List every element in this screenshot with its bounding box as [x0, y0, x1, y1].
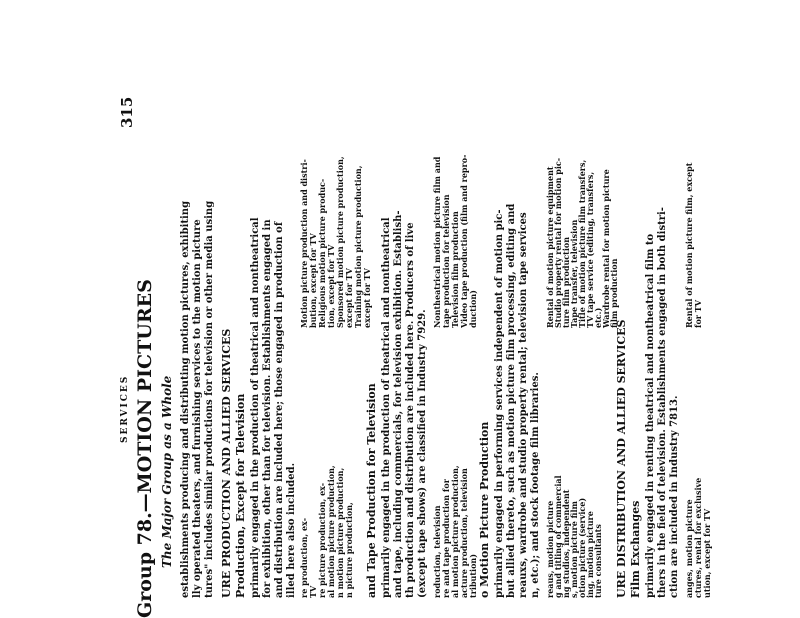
- section-4: [615, 108, 715, 598]
- section-1-list-right-4: tion, except for TV: [326, 244, 336, 328]
- section-4-list-right-1: Rental of motion picture film, except: [684, 162, 694, 328]
- section-1-line-3: and distribution are included here; those engaged in production of: [274, 221, 285, 598]
- section-2-list-right-3: Television film production: [450, 211, 460, 328]
- section-2-list-right-2: tape production for television: [441, 194, 451, 328]
- section-1-line-2: for exhibition, other than for television. Establishments engaged in: [262, 219, 273, 598]
- section-3-list-right-7: etc.): [593, 307, 603, 328]
- intro-line-3: tures" includes similar productions for television or other media using: [204, 200, 215, 598]
- running-head: SERVICES: [120, 374, 130, 443]
- section-4-line-2: thers in the field of television. Establishments engaged in both distri-: [657, 207, 668, 598]
- section-1-heading: URE PRODUCTION AND ALLIED SERVICES: [220, 328, 233, 598]
- section-1-line-1: primarily engaged in the production of theatrical and nontheatrical: [250, 217, 261, 598]
- section-4-line-1: primarily engaged in renting theatrical and nontheatrical film to: [645, 233, 656, 598]
- section-3-subheading: o Motion Picture Production: [478, 421, 491, 598]
- section-3-line-2: but allied thereto, such as motion picture film processing, editing and: [506, 203, 517, 598]
- section-3-list-right-2: Studio property rental for motion pic-: [553, 157, 563, 328]
- section-1-list-left-6: n picture production,: [344, 502, 354, 598]
- group-title: Group 78.—MOTION PICTURES: [134, 279, 156, 618]
- section-1-list-right-2: bution, except for TV: [308, 233, 318, 328]
- section-1-list-left-5: n motion picture production,: [335, 467, 345, 598]
- section-2: [362, 108, 485, 598]
- section-3-list-right-3: ture film production: [561, 236, 571, 328]
- section-2-list-left-3: al motion picture production,: [450, 465, 460, 598]
- section-1-list-right-5: Sponsored motion picture production,: [335, 156, 345, 328]
- section-3-list-right-1: Rental of motion picture equipment: [545, 166, 555, 328]
- section-4-line-3: ction are included in Industry 7813.: [669, 395, 680, 598]
- section-3-list-left-4: s, motion picture film: [569, 501, 579, 598]
- section-1-list-left-4: al motion picture production,: [326, 465, 336, 598]
- section-2-list-left-5: tribution): [468, 553, 478, 598]
- section-2-list-left-4: acture production, television: [459, 468, 469, 598]
- section-3-list-right-4: Tape transfer, television: [569, 219, 579, 328]
- section-1-line-4: illed here also included.: [286, 462, 297, 598]
- section-3-list-right-9: film production: [609, 258, 619, 328]
- section-3-list-left-7: ture consultants: [593, 524, 603, 598]
- section-1-list-right-3: Religious motion picture produc-: [317, 178, 327, 328]
- section-1-list-right-7: Training motion picture production,: [353, 165, 363, 328]
- section-4-list-left-2: ctures, rental for exclusive: [693, 477, 703, 598]
- section-1-list-left-1: re production, ex-: [299, 517, 309, 598]
- section-3-line-3: reauxs, wardrobe and studio property rental; television tape services: [518, 212, 529, 598]
- section-2-line-3: th production and distribution are included here. Producers of live: [405, 222, 416, 598]
- section-3-line-1: primarily engaged in performing services independent of motion pic-: [494, 209, 505, 598]
- intro-line-1: establishments producing and distributing motion pictures, exhibiting: [180, 200, 191, 598]
- section-1-list-right-8: except for TV: [362, 268, 372, 328]
- section-3-list-right-5: Title of motion picture film transfers,: [577, 159, 587, 328]
- section-2-list-right-4: Video tape production (film and repro-: [459, 154, 469, 328]
- section-1-list-right-1: Motion picture production and distri-: [299, 159, 309, 328]
- section-2-list-left-1: roduction, television: [432, 505, 442, 598]
- section-1-list-left-2: TV: [308, 585, 318, 598]
- section-3-list-left-5: otion picture (service): [577, 497, 587, 598]
- section-4-list-left-3: ution, except for TV: [702, 508, 712, 598]
- section-3-list-right-6: TV tape service (editing, transfers,: [585, 171, 595, 328]
- section-2-list-left-2: re and tape production for: [441, 479, 451, 598]
- section-4-list-right-2: for TV: [693, 300, 703, 328]
- section-3-line-4: n, etc.); and stock footage film libraries.: [530, 372, 541, 598]
- section-3-list-left-2: g and titling of commercial: [553, 475, 563, 598]
- section-3-list-left-6: ing, motion picture: [585, 511, 595, 598]
- rotated-text-block: [118, 96, 215, 618]
- section-3-list-left-3: ng studios, independent: [561, 489, 571, 598]
- section-3: [478, 108, 619, 598]
- section-2-line-2: and tape, including commercials, for television exhibition. Establish-: [393, 210, 404, 598]
- section-1-list-left-3: re picture production, ex-: [317, 482, 327, 598]
- section-4-subheading: Film Exchanges: [629, 500, 642, 598]
- section-2-line-4: (except tape shows) are classified in Industry 7929.: [417, 309, 428, 598]
- section-2-list-right-5: duction): [468, 290, 478, 328]
- section-1-list-right-6: except for TV: [344, 268, 354, 328]
- group-subtitle: The Major Group as a Whole: [160, 375, 174, 568]
- section-4-heading: URE DISTRIBUTION AND ALLIED SERVICES: [615, 319, 628, 598]
- section-3-list-left-1: reaus, motion picture: [545, 500, 555, 598]
- section-2-subheading: and Tape Production for Television: [365, 383, 378, 598]
- page-number: 315: [118, 96, 136, 128]
- section-4-list-left-1: anges, motion picture: [684, 499, 694, 598]
- section-3-list-right-8: Wardrobe rental for motion picture: [601, 169, 611, 328]
- intro-line-2: lly operated theaters, and furnishing services to the motion picture: [192, 219, 203, 598]
- section-1-subheading: Production, Except for Television: [234, 393, 247, 598]
- section-2-line-1: primarily engaged in the production of theatrical and nontheatrical: [381, 217, 392, 598]
- section-2-list-right-1: Nontheatrical motion picture film and: [432, 156, 442, 328]
